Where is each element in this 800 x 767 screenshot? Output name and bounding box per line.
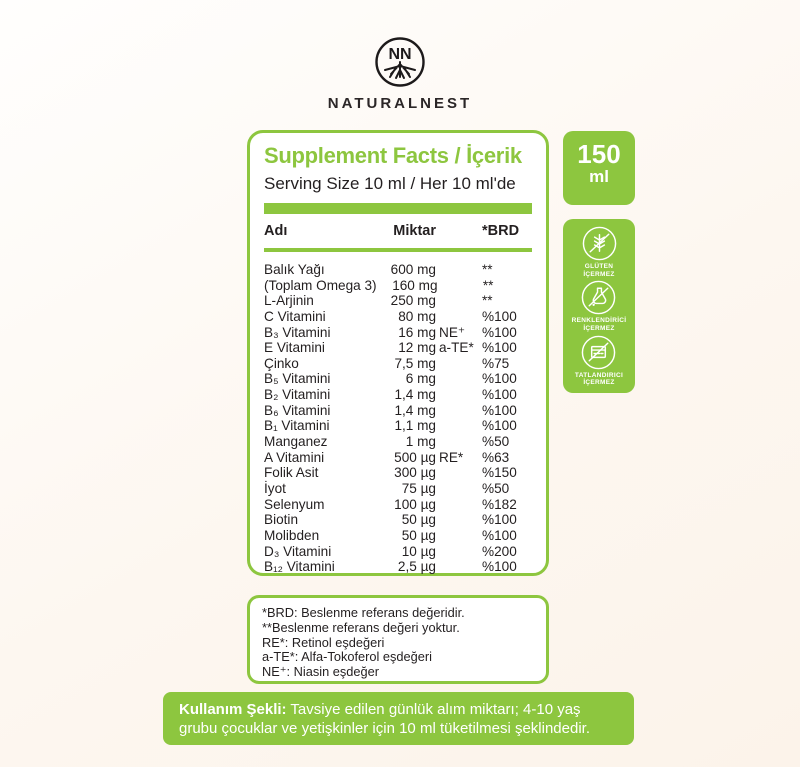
column-header-name: Adı bbox=[264, 223, 288, 239]
nutrient-name: Manganez bbox=[264, 434, 328, 450]
nutrient-name: D₃ Vitamini bbox=[264, 543, 332, 559]
nutrient-brd: %100 bbox=[482, 559, 517, 575]
nutrient-brd: %100 bbox=[482, 324, 517, 340]
nutrient-brd: ** bbox=[482, 277, 494, 293]
nutrient-brd: ** bbox=[482, 262, 493, 277]
nutrient-amount: 7,5 mg bbox=[394, 355, 436, 371]
footnote-ate: a-TE*: Alfa-Tokoferol eşdeğeri bbox=[262, 649, 432, 665]
nutrient-suffix: NE⁺ bbox=[439, 324, 466, 340]
volume-badge bbox=[563, 131, 635, 205]
nutrient-brd: %100 bbox=[482, 512, 517, 528]
no-colorant-icon bbox=[580, 279, 617, 316]
volume-value: 150 bbox=[577, 139, 621, 169]
nutrient-name: Çinko bbox=[264, 355, 299, 371]
nutrient-name: B₁₂ Vitamini bbox=[264, 559, 335, 575]
nutrient-amount: 75 µg bbox=[401, 480, 436, 496]
nutrient-name: İyot bbox=[264, 480, 286, 496]
brand-name: NATURALNEST bbox=[327, 95, 473, 112]
nutrient-amount: 6 mg bbox=[405, 371, 436, 387]
nutrient-suffix: a-TE* bbox=[439, 340, 474, 356]
footnote-ne: NE⁺: Niasin eşdeğer bbox=[262, 664, 380, 680]
table-row bbox=[264, 528, 532, 544]
sweetener-free-badge bbox=[575, 334, 623, 387]
nutrient-suffix bbox=[436, 356, 480, 372]
nutrient-suffix bbox=[438, 278, 481, 294]
table-row bbox=[264, 262, 532, 278]
nutrient-brd: %50 bbox=[482, 480, 510, 496]
nutrient-amount: 50 µg bbox=[401, 512, 436, 528]
no-gluten-icon bbox=[581, 225, 618, 262]
nutrient-suffix bbox=[436, 371, 480, 387]
badge-label: RENKLENDİRİCİ İÇERMEZ bbox=[571, 317, 627, 332]
nutrient-brd: %63 bbox=[482, 449, 510, 465]
nutrient-suffix bbox=[436, 528, 480, 544]
volume-unit: ml bbox=[589, 167, 609, 186]
table-row bbox=[264, 481, 532, 497]
footnotes-panel bbox=[247, 595, 549, 684]
nutrient-suffix bbox=[436, 559, 480, 575]
nutrient-name: B₃ Vitamini bbox=[264, 324, 331, 340]
nutrient-name: E Vitamini bbox=[264, 340, 325, 356]
table-row bbox=[264, 497, 532, 513]
nutrient-suffix bbox=[436, 497, 480, 513]
nutrient-suffix bbox=[436, 293, 480, 309]
table-row bbox=[264, 293, 532, 309]
nutrient-brd: %200 bbox=[482, 543, 517, 559]
nutrient-amount: 600 mg bbox=[390, 262, 436, 277]
nutrient-name: A Vitamini bbox=[264, 449, 325, 465]
table-row bbox=[264, 559, 532, 575]
nutrient-name: Selenyum bbox=[264, 496, 325, 512]
table-row bbox=[264, 450, 532, 466]
nutrient-name: B₂ Vitamini bbox=[264, 387, 331, 403]
nutrient-amount: 16 mg bbox=[398, 324, 436, 340]
footnote-re: RE*: Retinol eşdeğeri bbox=[262, 634, 385, 650]
table-row bbox=[264, 309, 532, 325]
nutrient-name: Biotin bbox=[264, 512, 299, 528]
column-header-amount: Miktar bbox=[393, 223, 436, 239]
nutrient-amount: 300 µg bbox=[394, 465, 436, 481]
nutrient-name: B₅ Vitamini bbox=[264, 371, 331, 387]
nutrient-amount: 2,5 µg bbox=[397, 559, 436, 575]
badge-label: TATLANDIRICI İÇERMEZ bbox=[574, 371, 624, 387]
naturalnest-logo-icon bbox=[374, 36, 426, 88]
nutrient-amount: 12 mg bbox=[398, 340, 436, 356]
table-row bbox=[264, 340, 532, 356]
table-row bbox=[264, 356, 532, 372]
usage-instructions-bar bbox=[163, 692, 634, 745]
nutrient-suffix bbox=[436, 387, 480, 403]
colorant-free-badge bbox=[572, 279, 627, 332]
nutrient-brd: %182 bbox=[482, 496, 517, 512]
nutrient-amount: 500 µg bbox=[394, 449, 436, 465]
nutrient-name: B₁ Vitamini bbox=[264, 418, 330, 434]
nutrient-brd: %100 bbox=[482, 387, 517, 403]
facts-title: Supplement Facts / İçerik bbox=[264, 143, 522, 168]
nutrient-suffix bbox=[436, 262, 480, 278]
nutrient-amount: 1,4 mg bbox=[394, 402, 436, 418]
nutrient-suffix bbox=[436, 544, 480, 560]
usage-text: Tavsiye edilen günlük alım miktarı; 4-10 yaş grubu çocuklar ve yetişkinler için 10 ml tüketilmesi şeklindedir. bbox=[179, 701, 591, 737]
badge-label: GLÜTEN İÇERMEZ bbox=[583, 263, 615, 278]
serving-size: Serving Size 10 ml / Her 10 ml'de bbox=[264, 174, 516, 193]
nutrient-brd: %100 bbox=[482, 418, 517, 434]
nutrient-name: (Toplam Omega 3) bbox=[264, 277, 377, 293]
nutrient-name: C Vitamini bbox=[264, 308, 326, 324]
nutrient-amount: 50 µg bbox=[401, 527, 436, 543]
nutrient-table bbox=[264, 262, 532, 575]
nutrient-brd: %150 bbox=[482, 465, 517, 481]
nutrient-brd: %100 bbox=[482, 402, 517, 418]
table-row bbox=[264, 403, 532, 419]
no-sweetener-icon bbox=[580, 334, 617, 371]
nutrient-suffix bbox=[436, 309, 480, 325]
divider-bar-thin bbox=[264, 248, 532, 252]
svg-text:NN: NN bbox=[388, 46, 412, 63]
nutrient-brd: ** bbox=[482, 293, 493, 309]
nutrient-amount: 80 mg bbox=[398, 308, 436, 324]
nutrient-brd: %100 bbox=[482, 527, 517, 543]
nutrient-amount: 250 mg bbox=[390, 293, 436, 309]
nutrient-brd: %100 bbox=[482, 340, 517, 356]
table-row bbox=[264, 434, 532, 450]
nutrient-suffix bbox=[436, 481, 480, 497]
nutrient-amount: 1 mg bbox=[405, 434, 436, 450]
table-row bbox=[264, 325, 532, 341]
table-row bbox=[264, 278, 532, 294]
nutrient-name: Molibden bbox=[264, 527, 320, 543]
footnote-brd: *BRD: Beslenme referans değeridir. bbox=[262, 605, 465, 620]
table-row bbox=[264, 465, 532, 481]
nutrient-suffix bbox=[436, 434, 480, 450]
nutrient-suffix bbox=[436, 465, 480, 481]
nutrient-amount: 10 µg bbox=[401, 543, 436, 559]
table-row bbox=[264, 512, 532, 528]
nutrient-brd: %50 bbox=[482, 434, 510, 450]
divider-bar-thick bbox=[264, 203, 532, 214]
claims-badges-panel bbox=[563, 219, 635, 393]
supplement-facts-panel bbox=[247, 130, 549, 576]
nutrient-amount: 160 mg bbox=[392, 277, 438, 293]
column-header-spacer bbox=[436, 223, 480, 239]
column-header-brd: *BRD bbox=[482, 223, 520, 239]
nutrient-amount: 1,1 mg bbox=[394, 418, 436, 434]
usage-label: Kullanım Şekli: bbox=[179, 701, 287, 718]
nutrient-brd: %75 bbox=[482, 355, 510, 371]
nutrient-amount: 1,4 mg bbox=[394, 387, 436, 403]
table-row bbox=[264, 387, 532, 403]
table-row bbox=[264, 418, 532, 434]
nutrient-suffix: RE* bbox=[439, 449, 464, 465]
gluten-free-badge bbox=[581, 225, 618, 278]
table-header-row bbox=[264, 214, 532, 246]
nutrient-brd: %100 bbox=[482, 371, 517, 387]
nutrient-suffix bbox=[436, 512, 480, 528]
nutrient-name: Balık Yağı bbox=[264, 262, 325, 277]
brand-header bbox=[0, 36, 800, 112]
nutrient-suffix bbox=[436, 403, 480, 419]
nutrient-amount: 100 µg bbox=[394, 496, 436, 512]
nutrient-name: Folik Asit bbox=[264, 465, 319, 481]
nutrient-brd: %100 bbox=[482, 308, 517, 324]
table-row bbox=[264, 544, 532, 560]
table-row bbox=[264, 371, 532, 387]
footnote-no-brd: **Beslenme referans değeri yoktur. bbox=[262, 619, 460, 635]
nutrient-name: B₆ Vitamini bbox=[264, 402, 331, 418]
nutrient-name: L-Arjinin bbox=[264, 293, 314, 309]
nutrient-suffix bbox=[436, 418, 480, 434]
